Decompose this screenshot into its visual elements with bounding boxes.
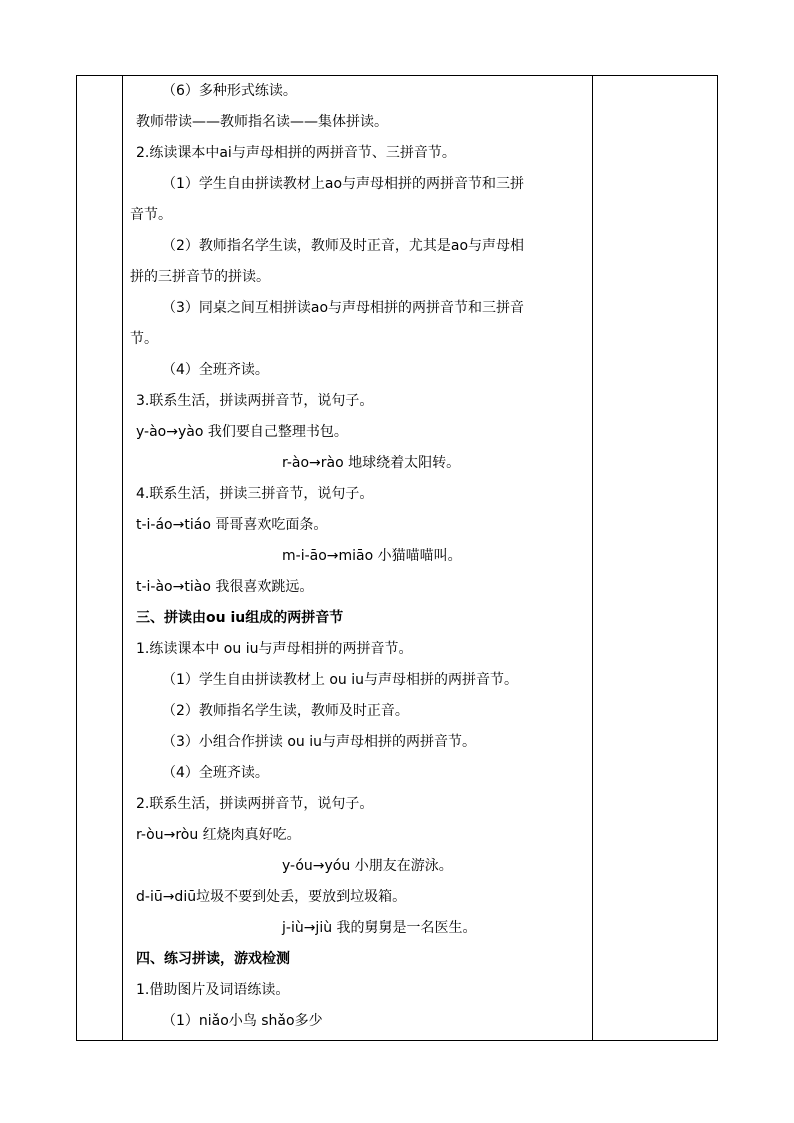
text-line: d-iū→diū垃圾不要到处丢，要放到垃圾箱。 (136, 889, 407, 905)
text-line: r-òu→ròu 红烧肉真好吃。 (136, 827, 301, 843)
text-line: （4）全班齐读。 (162, 765, 269, 781)
text-line: 1.练读课本中 ou iu与声母相拼的两拼音节。 (136, 641, 413, 657)
text-line: 2.联系生活，拼读两拼音节，说句子。 (136, 796, 374, 812)
text-line: y-óu→yóu 小朋友在游泳。 (282, 858, 453, 874)
text-line: t-i-áo→tiáo 哥哥喜欢吃面条。 (136, 517, 328, 533)
text-line: 音节。 (130, 207, 172, 223)
text-line: 3.联系生活，拼读两拼音节，说句子。 (136, 393, 374, 409)
text-line: （3）小组合作拼读 ou iu与声母相拼的两拼音节。 (162, 734, 477, 750)
column-divider-right (592, 76, 593, 1040)
text-line: （2）教师指名学生读，教师及时正音。 (162, 703, 409, 719)
text-line: 教师带读——教师指名读——集体拼读。 (136, 114, 388, 130)
text-line: （1）学生自由拼读教材上ao与声母相拼的两拼音节和三拼 (162, 176, 525, 192)
text-line: r-ào→rào 地球绕着太阳转。 (282, 455, 461, 471)
section-heading: 三、拼读由ou iu组成的两拼音节 (136, 610, 344, 626)
text-line: j-iù→jiù 我的舅舅是一名医生。 (282, 920, 477, 936)
text-line: （1）niǎo小鸟 shǎo多少 (162, 1013, 323, 1029)
text-line: （2）教师指名学生读，教师及时正音，尤其是ao与声母相 (162, 238, 525, 254)
text-line: 4.联系生活，拼读三拼音节，说句子。 (136, 486, 374, 502)
text-line: m-i-āo→miāo 小猫喵喵叫。 (282, 548, 462, 564)
text-line: 1.借助图片及词语练读。 (136, 982, 290, 998)
text-line: y-ào→yào 我们要自己整理书包。 (136, 424, 348, 440)
text-line: 拼的三拼音节的拼读。 (130, 269, 270, 285)
text-line: （1）学生自由拼读教材上 ou iu与声母相拼的两拼音节。 (162, 672, 519, 688)
text-line: t-i-ào→tiào 我很喜欢跳远。 (136, 579, 314, 595)
text-line: （3）同桌之间互相拼读ao与声母相拼的两拼音节和三拼音 (162, 300, 525, 316)
text-line: 2.练读课本中ai与声母相拼的两拼音节、三拼音节。 (136, 145, 456, 161)
column-divider-left (122, 76, 123, 1040)
text-line: 节。 (130, 331, 158, 347)
lesson-table (76, 75, 718, 1041)
text-line: （4）全班齐读。 (162, 362, 269, 378)
section-heading: 四、练习拼读，游戏检测 (136, 951, 290, 967)
text-line: （6）多种形式练读。 (162, 83, 297, 99)
